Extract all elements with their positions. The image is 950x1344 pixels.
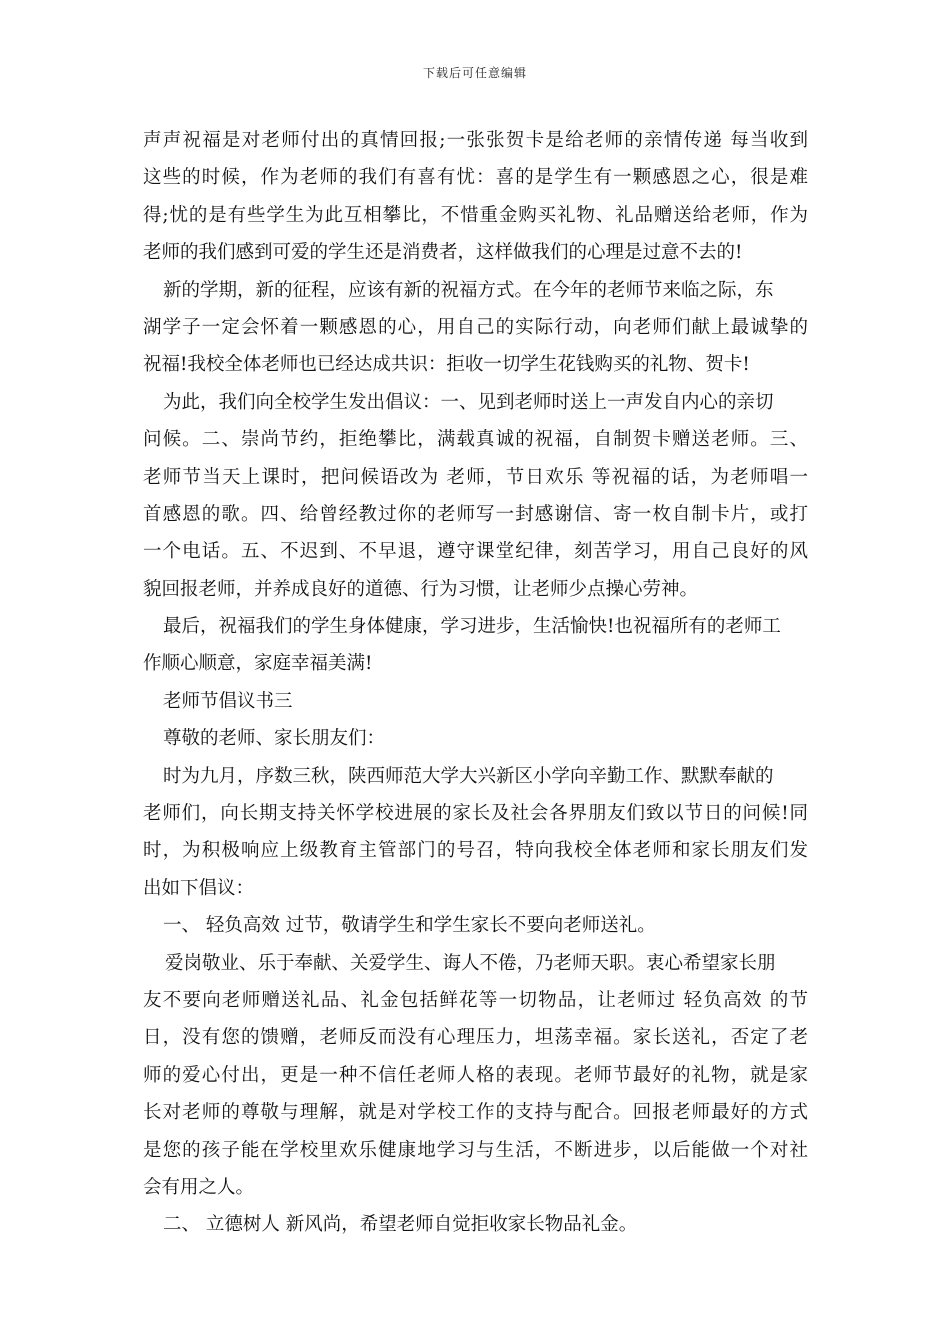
text-line: 湖学子一定会怀着一颗感恩的心，用自己的实际行动，向老师们献上最诚挚的: [143, 316, 808, 338]
text-line: 作顺心顺意，家庭幸福美满!: [143, 653, 373, 675]
list-heading: 一、 轻负高效 过节，敬请学生和学生家长不要向老师送礼。: [163, 915, 656, 937]
text-line: 首感恩的歌。四、给曾经教过你的老师写一封感谢信、寄一枚自制卡片，或打: [143, 503, 808, 525]
text-line: 日，没有您的馈赠，老师反而没有心理压力，坦荡幸福。家长送礼，否定了老: [143, 1027, 808, 1049]
text-line: 师的爱心付出，更是一种不信任老师人格的表现。老师节最好的礼物，就是家: [143, 1064, 808, 1086]
text-line: 祝福!我校全体老师也已经达成共识：拒收一切学生花钱购买的礼物、贺卡!: [143, 354, 750, 376]
text-line: 爱岗敬业、乐于奉献、关爱学生、诲人不倦，乃老师天职。衷心希望家长朋: [165, 952, 776, 974]
text-line: 老师节当天上课时，把问候语改为 老师，节日欢乐 等祝福的话，为老师唱一: [143, 466, 808, 488]
text-line: 得;忧的是有些学生为此互相攀比，不惜重金购买礼物、礼品赠送给老师，作为: [143, 204, 808, 226]
section-title: 老师节倡议书三: [163, 690, 293, 712]
text-line: 时为九月，序数三秋，陕西师范大学大兴新区小学向辛勤工作、默默奉献的: [163, 765, 774, 787]
text-line: 长对老师的尊敬与理解，就是对学校工作的支持与配合。回报老师最好的方式: [143, 1102, 808, 1124]
text-line: 新的学期，新的征程，应该有新的祝福方式。在今年的老师节来临之际，东: [163, 279, 774, 301]
text-line: 友不要向老师赠送礼品、礼金包括鲜花等一切物品，让老师过 轻负高效 的节: [143, 989, 808, 1011]
salutation: 尊敬的老师、家长朋友们：: [163, 728, 386, 750]
text-line: 老师的我们感到可爱的学生还是消费者，这样做我们的心理是过意不去的!: [143, 242, 743, 264]
text-line: 一个电话。五、不迟到、不早退，遵守课堂纪律，刻苦学习，用自己良好的风: [143, 541, 808, 563]
text-line: 貌回报老师，并养成良好的道德、行为习惯，让老师少点操心劳神。: [143, 578, 699, 600]
text-line: 最后，祝福我们的学生身体健康，学习进步，生活愉快!也祝福所有的老师工: [163, 616, 781, 638]
text-line: 为此，我们向全校学生发出倡议：一、见到老师时送上一声发自内心的亲切: [163, 391, 774, 413]
text-line: 时，为积极响应上级教育主管部门的号召，特向我校全体老师和家长朋友们发: [143, 840, 808, 862]
document-body: [143, 122, 808, 1244]
list-heading: 二、 立德树人 新风尚，希望老师自觉拒收家长物品礼金。: [163, 1214, 638, 1236]
text-line: 出如下倡议：: [143, 877, 255, 899]
page-header: 下载后可任意编辑: [422, 66, 527, 80]
text-line: 问候。二、崇尚节约，拒绝攀比，满载真诚的祝福，自制贺卡赠送老师。三、: [143, 429, 808, 451]
text-line: 会有用之人。: [143, 1176, 255, 1198]
text-line: 声声祝福是对老师付出的真情回报;一张张贺卡是给老师的亲情传递 每当收到: [143, 130, 808, 151]
text-line: 老师们，向长期支持关怀学校进展的家长及社会各界朋友们致以节日的问候!同: [143, 803, 808, 825]
text-line: 这些的时候，作为老师的我们有喜有忧：喜的是学生有一颗感恩之心，很是难: [143, 167, 808, 189]
text-line: 是您的孩子能在学校里欢乐健康地学习与生活，不断进步，以后能做一个对社: [143, 1139, 808, 1161]
